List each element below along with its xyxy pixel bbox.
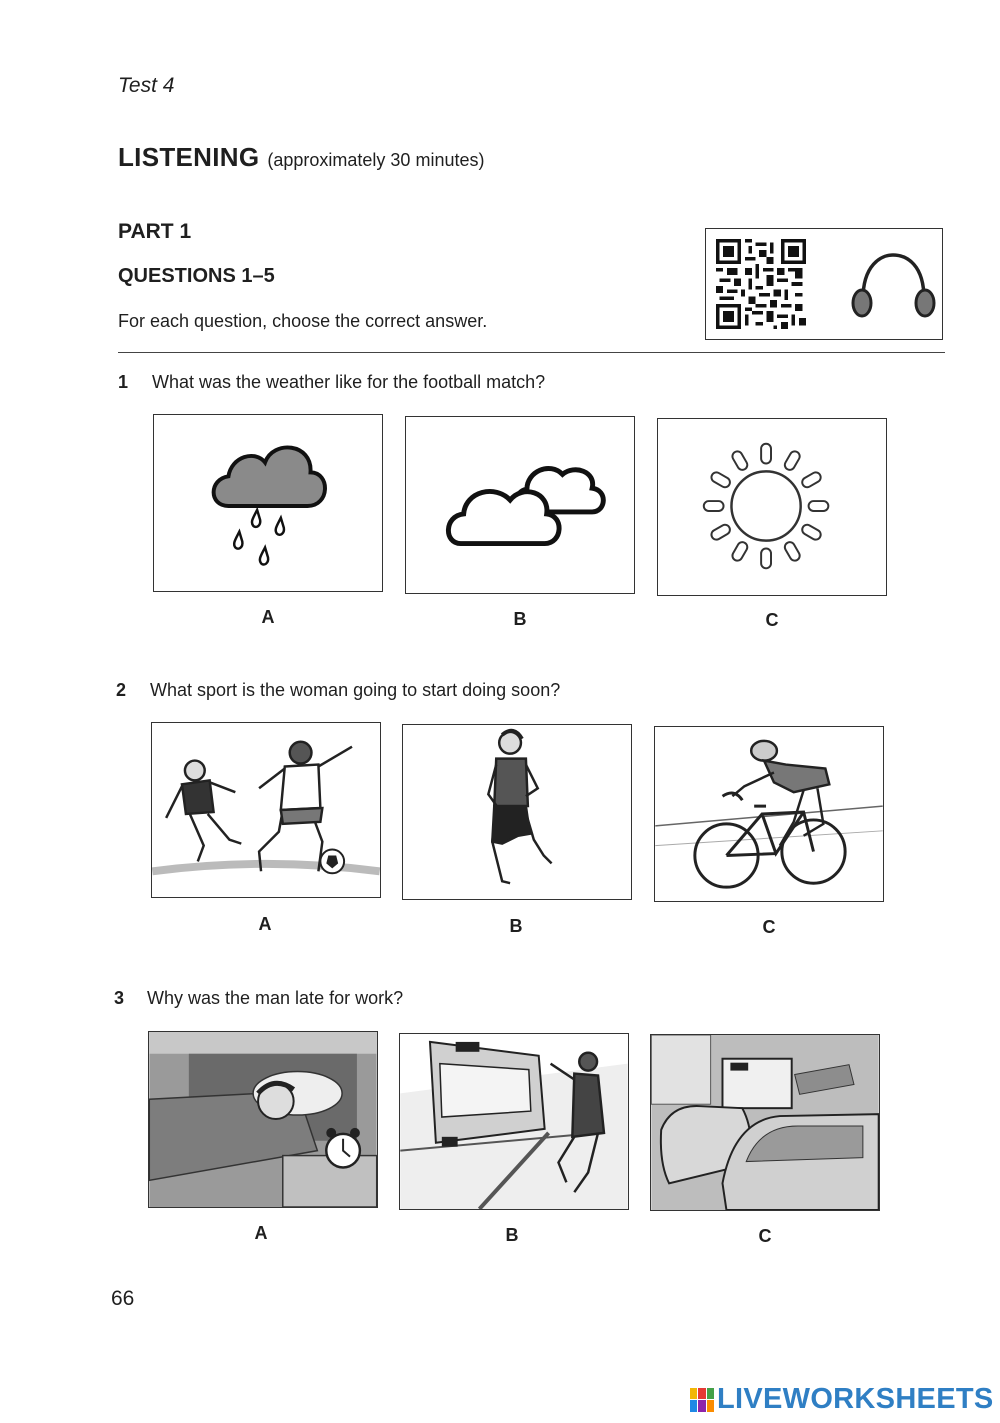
sun-ray-icon: [783, 450, 801, 472]
option-label: C: [762, 917, 776, 937]
runner-icon: [488, 731, 551, 883]
section-heading: [118, 142, 484, 173]
sun-ray-icon: [800, 523, 822, 541]
option-label: B: [513, 609, 527, 629]
option-picture-missed-bus[interactable]: [399, 1033, 629, 1210]
sun-ray-icon: [809, 501, 829, 511]
option-label: A: [258, 914, 272, 934]
option-picture-sleeping[interactable]: [148, 1031, 378, 1208]
sun-ray-icon: [710, 523, 732, 541]
question-text: What was the weather like for the football match?: [152, 372, 546, 392]
headphones-icon: [851, 247, 936, 327]
bus-icon: [430, 1042, 545, 1147]
sun-ray-icon: [761, 444, 771, 464]
section-title: LISTENING: [118, 142, 260, 172]
qr-code-icon[interactable]: [716, 239, 806, 329]
question-number: 2: [116, 680, 127, 700]
option-label: C: [765, 610, 779, 630]
divider: [118, 352, 945, 353]
sun-ray-icon: [761, 549, 771, 569]
option-picture-football[interactable]: [151, 722, 381, 898]
option-label: B: [509, 916, 523, 936]
option-label: B: [505, 1225, 519, 1245]
instruction-text: For each question, choose the correct answer.: [118, 311, 488, 331]
player-left-icon: [166, 761, 241, 862]
part-title: PART 1: [118, 220, 192, 243]
cloud-front-icon: [448, 491, 559, 543]
section-duration: (approximately 30 minutes): [267, 150, 485, 170]
option-picture-sun[interactable]: [657, 418, 887, 596]
sun-ray-icon: [800, 471, 822, 489]
rain-cloud-icon: [214, 447, 325, 506]
sun-ray-icon: [710, 471, 732, 489]
question-text: What sport is the woman going to start doing soon?: [150, 680, 561, 700]
question-number: 3: [114, 988, 125, 1008]
question-number: 1: [118, 372, 129, 392]
bicycle-icon: [695, 793, 845, 887]
sun-ray-icon: [731, 540, 749, 562]
brand-text: LIVEWORKSHEETS: [717, 1383, 994, 1415]
option-label: A: [254, 1223, 268, 1243]
option-picture-rain-cloud[interactable]: [153, 414, 383, 592]
option-picture-cyclist[interactable]: [654, 726, 884, 902]
questions-range: QUESTIONS 1–5: [118, 265, 275, 287]
option-picture-runner[interactable]: [402, 724, 632, 900]
sun-ray-icon: [783, 540, 801, 562]
question-text: Why was the man late for work?: [147, 988, 404, 1008]
test-label: Test 4: [118, 74, 175, 97]
page-number: 66: [111, 1287, 135, 1310]
sun-ray-icon: [731, 450, 749, 472]
option-picture-traffic-jam[interactable]: [650, 1034, 880, 1211]
option-label: C: [758, 1226, 772, 1246]
sun-ray-icon: [704, 501, 724, 511]
audio-box: [705, 228, 943, 340]
option-label: A: [261, 607, 275, 627]
brand-watermark[interactable]: [690, 1383, 994, 1416]
option-picture-two-clouds[interactable]: [405, 416, 635, 594]
liveworksheets-logo-icon: [690, 1388, 714, 1412]
